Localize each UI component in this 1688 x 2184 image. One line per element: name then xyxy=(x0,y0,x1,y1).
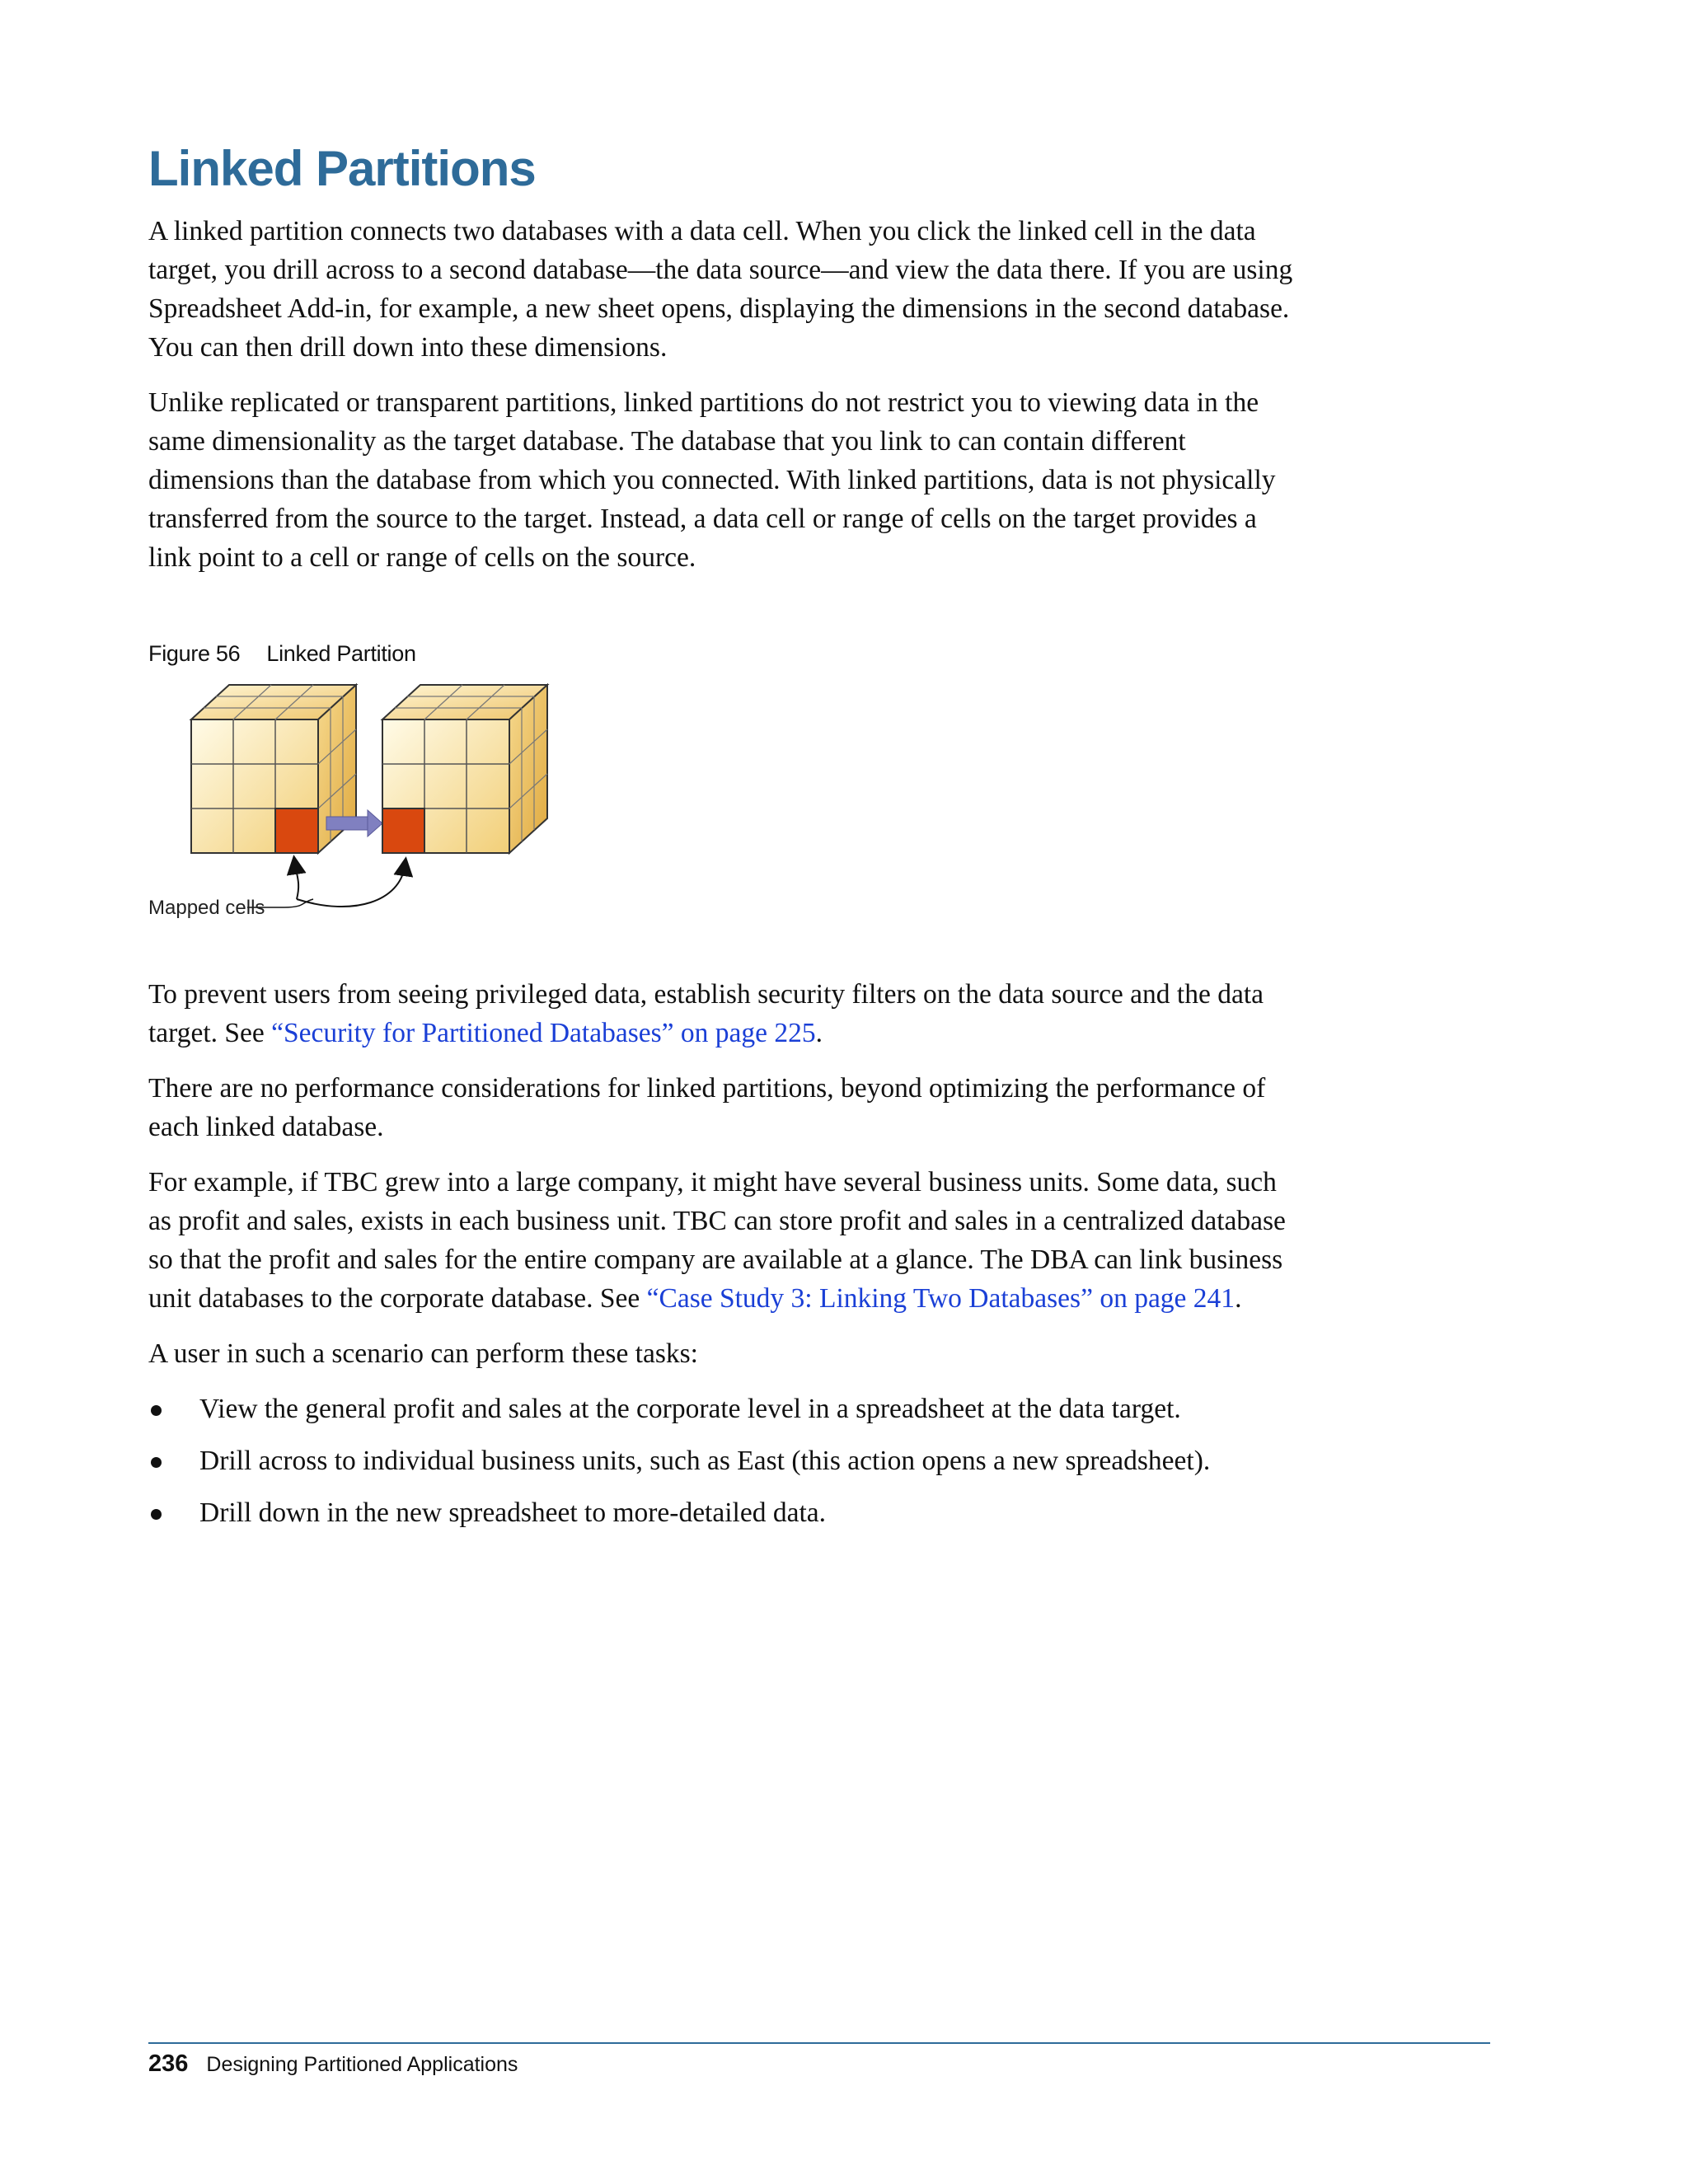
list-item xyxy=(148,1441,1302,1480)
case-study-link[interactable]: “Case Study 3: Linking Two Databases” on page 241 xyxy=(646,1283,1236,1314)
list-item xyxy=(148,1493,1302,1532)
page-number: 236 xyxy=(148,2050,189,2077)
mapped-cells-label: Mapped cells xyxy=(148,897,265,919)
paragraph-performance: There are no performance considerations for linked partitions, beyond optimizing the performance of each linked database. xyxy=(148,1073,1266,1142)
source-cube xyxy=(382,685,547,853)
page-footer xyxy=(148,2050,518,2078)
paragraph-example xyxy=(148,1163,1302,1318)
paragraph-intro: A linked partition connects two databases with a data cell. When you click the linked cell in the data target, you drill across to a second database—the data source—and view the data there. If you are using Spreadsheet Add-in, for example, a new sheet opens, displaying the dimensions in the second database. You can then drill down into these dimensions. xyxy=(148,216,1293,363)
footer-divider xyxy=(148,2042,1490,2044)
target-mapped-cell xyxy=(275,808,318,853)
linked-partition-diagram xyxy=(148,678,577,942)
paragraph-tasks-intro: A user in such a scenario can perform these tasks: xyxy=(148,1338,698,1369)
mapped-cells-callout xyxy=(148,865,405,919)
example-text: For example, if TBC grew into a large company, it might have several business units. Some data, such as profit and sales, exists in each business unit. TBC can store profit and sales in a centralized database so that the profit and sales for the entire company are available at a glance. The DBA can link business unit databases to the corporate database. See xyxy=(148,1167,1286,1314)
figure-title: Linked Partition xyxy=(266,641,416,666)
bullet-icon xyxy=(151,1457,162,1468)
security-text-end: . xyxy=(815,1018,823,1048)
page-content xyxy=(148,140,1302,1545)
linked-partition-figure xyxy=(148,678,577,942)
example-text-end: . xyxy=(1235,1283,1242,1314)
security-text: To prevent users from seeing privileged data, establish security filters on the data source and the data target. See xyxy=(148,979,1264,1048)
paragraph-security xyxy=(148,975,1302,1052)
figure-caption xyxy=(148,641,1302,667)
bullet-icon xyxy=(151,1509,162,1520)
chapter-title: Designing Partitioned Applications xyxy=(206,2053,518,2076)
bullet-icon xyxy=(151,1405,162,1416)
list-item xyxy=(148,1390,1302,1428)
task-text: Drill down in the new spreadsheet to more-detailed data. xyxy=(199,1497,827,1528)
source-mapped-cell xyxy=(382,808,424,853)
task-text: Drill across to individual business units, such as East (this action opens a new spreadsheet). xyxy=(199,1446,1211,1476)
paragraph-dimensionality: Unlike replicated or transparent partitions, linked partitions do not restrict you to viewing data in the same dimensionality as the target database. The database that you link to can contain different dimensions than the database from which you connected. With linked partitions, data is not physically transferred from the source to the target. Instead, a data cell or range of cells on the target provides a link point to a cell or range of cells on the source. xyxy=(148,387,1276,573)
task-list xyxy=(148,1390,1302,1532)
security-link[interactable]: “Security for Partitioned Databases” on page 225 xyxy=(271,1018,816,1048)
figure-number: Figure 56 xyxy=(148,641,241,666)
task-text: View the general profit and sales at the corporate level in a spreadsheet at the data target. xyxy=(199,1394,1181,1424)
section-heading: Linked Partitions xyxy=(148,141,536,196)
